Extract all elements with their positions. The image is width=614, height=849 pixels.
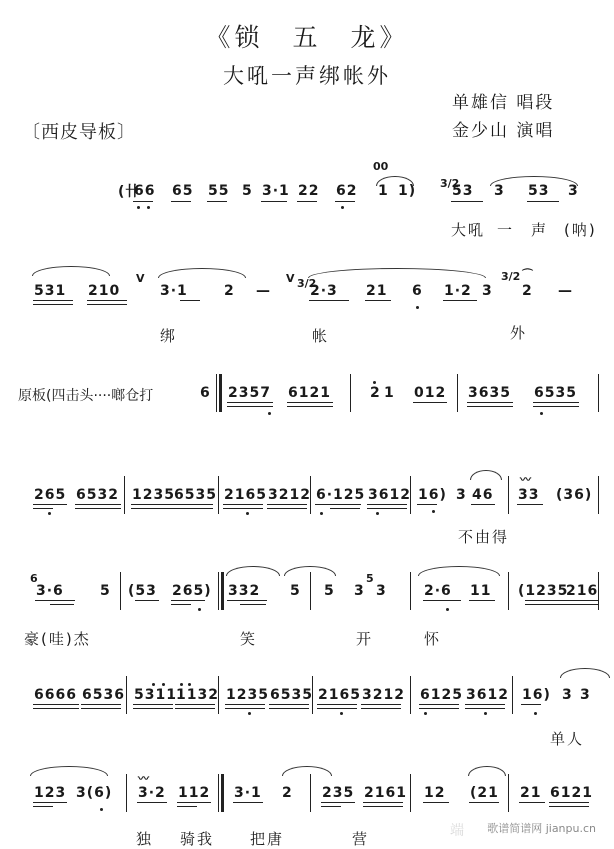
underline (137, 802, 167, 803)
note-group: 3212 (268, 487, 311, 503)
note-group: 53 (452, 183, 474, 199)
barline (310, 476, 311, 514)
barline (512, 676, 513, 714)
underline (469, 600, 495, 601)
barline (350, 374, 351, 412)
underline (363, 802, 403, 803)
underline (549, 806, 589, 807)
low-dot (198, 608, 201, 611)
underline (317, 704, 357, 705)
underline (465, 704, 505, 705)
underline (173, 508, 213, 509)
note-group: 2 (282, 785, 293, 801)
note-group: 1235 (132, 487, 175, 503)
note-group: 11 (470, 583, 492, 599)
underline (417, 504, 437, 505)
underline (361, 704, 401, 705)
grace-mark: 3/2 (297, 277, 317, 290)
underline (269, 708, 309, 709)
underline (465, 708, 505, 709)
low-dot (484, 712, 487, 715)
lyric: 声 (531, 221, 549, 239)
underline (335, 201, 355, 202)
note-group: 65 (172, 183, 194, 199)
note-group: 3635 (468, 385, 511, 401)
low-dot (320, 512, 323, 515)
slur (468, 766, 506, 776)
low-dot (424, 712, 427, 715)
note-group: 112 (178, 785, 211, 801)
lyric: 帐 (312, 327, 330, 345)
section-prefix: 原板(四击头····啷仓打 (18, 388, 154, 404)
note-group: 3·1 (262, 183, 290, 199)
underline (525, 604, 573, 605)
underline (225, 708, 265, 709)
underline (207, 201, 227, 202)
underline (413, 402, 447, 403)
grace-mark: 6 (30, 572, 38, 585)
note-group: 1) (398, 183, 417, 199)
low-dot (341, 206, 344, 209)
slur (376, 176, 414, 186)
note-group: 216 (566, 583, 599, 599)
underline (33, 300, 73, 301)
mode-label: 〔西皮导板〕 (22, 122, 136, 143)
underline (321, 806, 341, 807)
barline (312, 676, 313, 714)
underline (419, 708, 459, 709)
underline (240, 604, 266, 605)
watermark-logo: 端 (450, 823, 464, 839)
lyric: 笑 (240, 630, 258, 648)
barline (310, 774, 311, 812)
note-group: 3 (494, 183, 505, 199)
note-group: (卄 (118, 184, 141, 200)
lyric: 怀 (424, 630, 442, 648)
low-dot (137, 206, 140, 209)
note-group: 6121 (550, 785, 593, 801)
note-group: 2165 (224, 487, 267, 503)
note-group: (53 (128, 583, 157, 599)
grace-mark: 3/2 (501, 270, 521, 283)
barline (126, 774, 127, 812)
underline (315, 504, 361, 505)
note-group: 22 (298, 183, 320, 199)
underline (180, 300, 200, 301)
note-group: 53 (528, 183, 550, 199)
note-group: 1132 (176, 687, 219, 703)
underline (267, 508, 307, 509)
slur (158, 268, 246, 278)
underline (519, 802, 545, 803)
underline (223, 504, 263, 505)
underline (517, 504, 543, 505)
low-dot (432, 510, 435, 513)
note-group: 2357 (228, 385, 271, 401)
lyric: 大吼 (451, 221, 486, 239)
double-barline (218, 572, 219, 610)
underline (33, 704, 79, 705)
underline (549, 802, 589, 803)
note-group: 6121 (288, 385, 331, 401)
note-group: 3(6) (76, 785, 113, 801)
note-group: 6666 (34, 687, 77, 703)
underline (223, 508, 263, 509)
page-title: 《锁 五 龙》 (205, 23, 409, 52)
note-group: (1235 (518, 583, 569, 599)
note-group: 16) (522, 687, 551, 703)
note-group: 6536 (82, 687, 125, 703)
note-group: 46 (472, 487, 494, 503)
underline (81, 704, 121, 705)
note-group: 33 (518, 487, 540, 503)
note-group: 21 (520, 785, 542, 801)
lyric: 独 (136, 830, 154, 848)
dash: — (558, 283, 573, 299)
underline (50, 604, 74, 605)
underline (317, 708, 357, 709)
note-group: 2 (522, 283, 533, 299)
note-group: 62 (336, 183, 358, 199)
underline (177, 802, 211, 803)
barline (310, 572, 311, 610)
note-group: 265) (172, 583, 212, 599)
slur (308, 268, 486, 278)
lyric: 绑 (160, 327, 178, 345)
high-dot (188, 683, 191, 686)
double-barline (218, 774, 219, 812)
barline (410, 476, 411, 514)
note-group: 6·125 (316, 487, 366, 503)
note-group: 66 (134, 183, 156, 199)
barline (410, 774, 411, 812)
note-group: 3212 (362, 687, 405, 703)
low-dot (100, 808, 103, 811)
barline (508, 476, 509, 514)
note-group: 2·3 (310, 283, 338, 299)
underline (175, 708, 215, 709)
underline (171, 600, 205, 601)
trill-mark: 〰 (138, 772, 149, 785)
slur (226, 566, 280, 576)
note-group: 2161 (364, 785, 407, 801)
note-group: 3612 (368, 487, 411, 503)
fermata: ⌒ (522, 268, 533, 281)
underline (467, 402, 513, 403)
note-group: 3·1 (234, 785, 262, 801)
lyric: 营 (352, 830, 370, 848)
barline (124, 476, 125, 514)
barline (218, 476, 219, 514)
underline (35, 600, 75, 601)
slur (470, 470, 502, 480)
underline (309, 300, 349, 301)
underline (573, 604, 599, 605)
lyric: 外 (510, 324, 528, 342)
credit-performer: 金少山 演唱 (452, 121, 555, 141)
note-group: 1 (384, 385, 395, 401)
underline (87, 304, 127, 305)
note-group: 3·2 (138, 785, 166, 801)
underline (287, 402, 333, 403)
tie-mark: 00 (373, 160, 389, 173)
slur (560, 668, 610, 678)
lyric: 单人 (550, 730, 585, 748)
barline (508, 774, 509, 812)
underline (330, 508, 360, 509)
note-group: 21 (366, 283, 388, 299)
note-group: 3 (562, 687, 573, 703)
breath-mark: V (286, 272, 295, 285)
underline (267, 504, 307, 505)
lyric: (呐) (564, 221, 597, 239)
barline (508, 572, 509, 610)
underline (467, 406, 513, 407)
low-dot (48, 512, 51, 515)
underline (423, 600, 461, 601)
note-group: 16) (418, 487, 447, 503)
low-dot (268, 412, 271, 415)
underline (227, 406, 273, 407)
note-group: 531 (34, 283, 67, 299)
underline (533, 406, 579, 407)
underline (33, 806, 53, 807)
note-group: 5 (290, 583, 301, 599)
dash: — (256, 283, 271, 299)
underline (269, 704, 309, 705)
note-group: 5 (324, 583, 335, 599)
underline (33, 708, 79, 709)
breath-mark: V (136, 272, 145, 285)
low-dot (446, 608, 449, 611)
underline (133, 708, 173, 709)
underline (521, 704, 541, 705)
note-group: 210 (88, 283, 121, 299)
double-barline (216, 374, 217, 412)
note-group: 12 (424, 785, 446, 801)
note-group: 6535 (270, 687, 313, 703)
low-dot (340, 712, 343, 715)
note-group: 1 (378, 183, 389, 199)
barline (120, 572, 121, 610)
note-group: 2165 (318, 687, 361, 703)
note-group: 3612 (466, 687, 509, 703)
slur (418, 566, 500, 576)
note-group: 1235 (226, 687, 269, 703)
slur (284, 566, 336, 576)
underline (133, 201, 153, 202)
underline (527, 201, 559, 202)
high-dot (152, 683, 155, 686)
low-dot (534, 712, 537, 715)
underline (225, 704, 265, 705)
note-group: 235 (322, 785, 355, 801)
lyric: 把唐 (250, 830, 285, 848)
underline (227, 402, 273, 403)
grace-mark: 5 (366, 572, 374, 585)
note-group: 6 (412, 283, 423, 299)
slur (30, 766, 108, 776)
note-group: 3·6 (36, 583, 64, 599)
lyric: 豪(哇)杰 (24, 630, 91, 648)
underline (171, 201, 191, 202)
note-group: 332 (228, 583, 261, 599)
barline (218, 676, 219, 714)
barline (598, 374, 599, 412)
low-dot (246, 512, 249, 515)
underline (367, 504, 407, 505)
note-group: 6535 (174, 487, 217, 503)
underline (33, 508, 53, 509)
underline (33, 802, 67, 803)
underline (533, 402, 579, 403)
low-dot (376, 512, 379, 515)
note-group: 2 (370, 385, 381, 401)
low-dot (147, 206, 150, 209)
underline (171, 604, 191, 605)
underline (175, 704, 215, 705)
underline (81, 708, 121, 709)
underline (471, 504, 495, 505)
underline (131, 508, 177, 509)
underline (573, 600, 599, 601)
underline (173, 504, 213, 505)
underline (297, 201, 317, 202)
low-dot (416, 306, 419, 309)
note-group: 6532 (76, 487, 119, 503)
note-group: 2·6 (424, 583, 452, 599)
note-group: 012 (414, 385, 447, 401)
note-group: (21 (470, 785, 499, 801)
low-dot (540, 412, 543, 415)
note-group: 3 (354, 583, 365, 599)
underline (135, 600, 159, 601)
low-dot (248, 712, 251, 715)
note-group: 3 (482, 283, 493, 299)
note-group: 123 (34, 785, 67, 801)
credit-aria: 单雄信 唱段 (452, 93, 555, 113)
note-group: 6 (200, 385, 211, 401)
underline (33, 504, 67, 505)
note-group: 5 (242, 183, 253, 199)
underline (367, 508, 407, 509)
underline (363, 806, 403, 807)
underline (233, 802, 263, 803)
underline (227, 600, 267, 601)
note-group: 5311 (134, 687, 177, 703)
note-group: (36) (556, 487, 593, 503)
underline (443, 300, 477, 301)
trill-mark: 〰 (520, 473, 531, 486)
watermark-text: 歌谱简谱网 jianpu.cn (487, 822, 596, 835)
underline (451, 201, 483, 202)
lyric: 开 (356, 630, 374, 648)
note-group: 5 (100, 583, 111, 599)
high-dot (162, 683, 165, 686)
barline (126, 676, 127, 714)
underline (321, 802, 355, 803)
barline (457, 374, 458, 412)
note-group: 3 (456, 487, 467, 503)
underline (419, 704, 459, 705)
slur (282, 766, 332, 776)
underline (75, 508, 121, 509)
underline (423, 802, 449, 803)
note-group: 6125 (420, 687, 463, 703)
lyric: 一 (497, 221, 515, 239)
note-group: 3 (580, 687, 591, 703)
high-dot (180, 683, 183, 686)
underline (75, 504, 121, 505)
page-subtitle: 大吼一声绑帐外 (223, 64, 391, 88)
lyric: 骑我 (180, 830, 215, 848)
underline (87, 300, 127, 301)
note-group: 3 (568, 183, 579, 199)
underline (287, 406, 333, 407)
note-group: 55 (208, 183, 230, 199)
barline (598, 476, 599, 514)
note-group: 3·1 (160, 283, 188, 299)
grace-mark: 3/2 (440, 177, 460, 190)
underline (525, 600, 573, 601)
note-group: 1·2 (444, 283, 472, 299)
underline (133, 704, 173, 705)
note-group: 265 (34, 487, 67, 503)
note-group: 6535 (534, 385, 577, 401)
note-group: 3 (376, 583, 387, 599)
slur (490, 176, 578, 186)
underline (33, 304, 73, 305)
underline (177, 806, 197, 807)
underline (469, 802, 499, 803)
note-group: 2 (224, 283, 235, 299)
lyric: 不由得 (458, 528, 510, 546)
underline (365, 300, 391, 301)
barline (410, 572, 411, 610)
underline (131, 504, 177, 505)
slur (32, 266, 110, 276)
underline (361, 708, 401, 709)
barline (410, 676, 411, 714)
underline (261, 201, 287, 202)
high-dot (373, 381, 376, 384)
